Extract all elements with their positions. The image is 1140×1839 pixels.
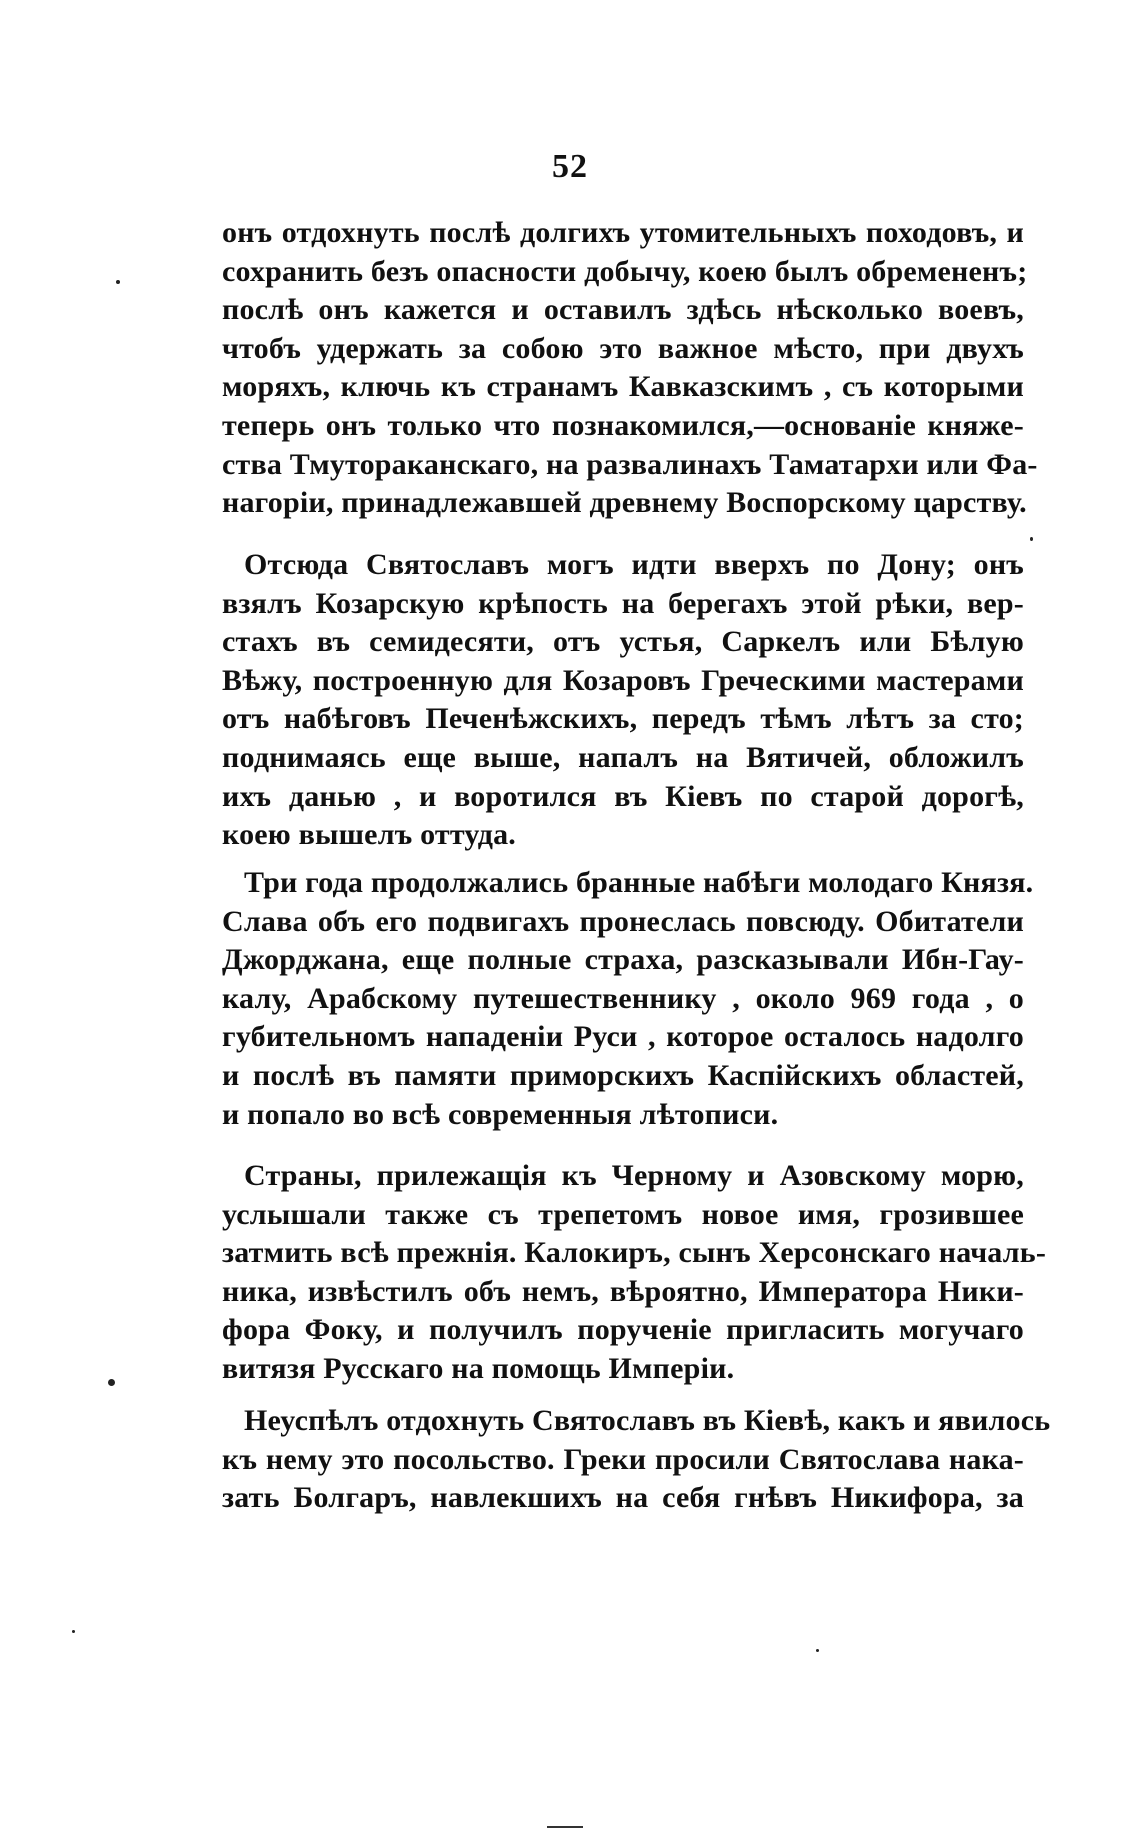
text-line: Страны, прилежащія къ Черному и Азовскому морю,: [244, 1159, 1024, 1192]
text-line: витязя Русскаго на помощь Имперіи.: [222, 1351, 735, 1385]
scan-speck: [116, 280, 120, 284]
text-line: коею вышелъ оттуда.: [222, 818, 516, 852]
text-line: Джорджана, еще полные страха, разсказывали Ибн-Гау-: [222, 943, 1024, 977]
text-line: поднимаясь еще выше, напалъ на Вятичей, обложилъ: [222, 740, 1024, 774]
text-line: ства Тмутораканскаго, на развалинахъ Таматархи или Фа-: [222, 447, 1038, 481]
scan-speck: [108, 1379, 115, 1386]
bottom-rule: [547, 1826, 583, 1828]
paragraph-4: [222, 1157, 1047, 1389]
text-line: чтобъ удержать за собою это важное мѣсто, при двухъ: [222, 331, 1024, 365]
paragraph-1: [222, 214, 1038, 523]
text-line: Вѣжу, построенную для Козаровъ Греческими мастерами: [222, 663, 1024, 697]
text-line: взялъ Козарскую крѣпость на берегахъ этой рѣки, вер-: [222, 586, 1024, 620]
text-line: и попало во всѣ современныя лѣтописи.: [222, 1097, 779, 1131]
text-line: ихъ данью , и воротился въ Кіевъ по старой дорогѣ,: [222, 779, 1024, 813]
text-line: Неуспѣлъ отдохнуть Святославъ въ Кіевѣ, какъ и явилось: [244, 1404, 1051, 1437]
text-line: и послѣ въ памяти приморскихъ Каспійскихъ областей,: [222, 1058, 1024, 1092]
scan-speck: [1030, 537, 1033, 541]
text-line: къ нему это посольство. Греки просили Святослава нака-: [222, 1442, 1024, 1476]
paragraph-3: [222, 864, 1034, 1134]
text-line: фора Фоку, и получилъ порученіе пригласить могучаго: [222, 1313, 1024, 1347]
text-line: нагоріи, принадлежавшей древнему Воспорскому царству.: [222, 486, 1027, 520]
text-line: отъ набѣговъ Печенѣжскихъ, передъ тѣмъ лѣтъ за сто;: [222, 702, 1024, 736]
text-line: Слава объ его подвигахъ пронеслась повсюду. Обитатели: [222, 904, 1024, 938]
text-line: стахъ въ семидесяти, отъ устья, Саркелъ или Бѣлую: [222, 625, 1024, 659]
scan-speck: [72, 1630, 75, 1633]
paragraph-5: [222, 1402, 1051, 1518]
text-line: калу, Арабскому путешественнику , около 969 года , о: [222, 981, 1024, 1015]
text-line: Отсюда Святославъ могъ идти вверхъ по Дону; онъ: [244, 548, 1024, 581]
page-number: 52: [552, 148, 588, 185]
text-line: теперь онъ только что познакомился,—основаніе княже-: [222, 408, 1024, 442]
text-line: моряхъ, ключь къ странамъ Кавказскимъ , съ которыми: [222, 370, 1024, 404]
paragraph-2: [222, 546, 1024, 855]
text-line: сохранить безъ опасности добычу, коею былъ обремененъ;: [222, 254, 1028, 288]
text-line: онъ отдохнуть послѣ долгихъ утомительныхъ походовъ, и: [222, 216, 1024, 249]
text-line: ника, извѣстилъ объ немъ, вѣроятно, Императора Ники-: [222, 1274, 1024, 1308]
text-line: послѣ онъ кажется и оставилъ здѣсь нѣсколько воевъ,: [222, 293, 1024, 327]
text-line: губительномъ нападеніи Руси , которое осталось надолго: [222, 1020, 1024, 1054]
text-line: услышали также съ трепетомъ новое имя, грозившее: [222, 1197, 1024, 1231]
text-line: затмить всѣ прежнія. Калокиръ, сынъ Херсонскаго началь-: [222, 1236, 1047, 1270]
scan-speck: [816, 1649, 819, 1652]
text-line: Три года продолжались бранные набѣги молодаго Князя.: [244, 866, 1034, 899]
text-line: зать Болгаръ, навлекшихъ на себя гнѣвъ Никифора, за: [222, 1481, 1024, 1515]
